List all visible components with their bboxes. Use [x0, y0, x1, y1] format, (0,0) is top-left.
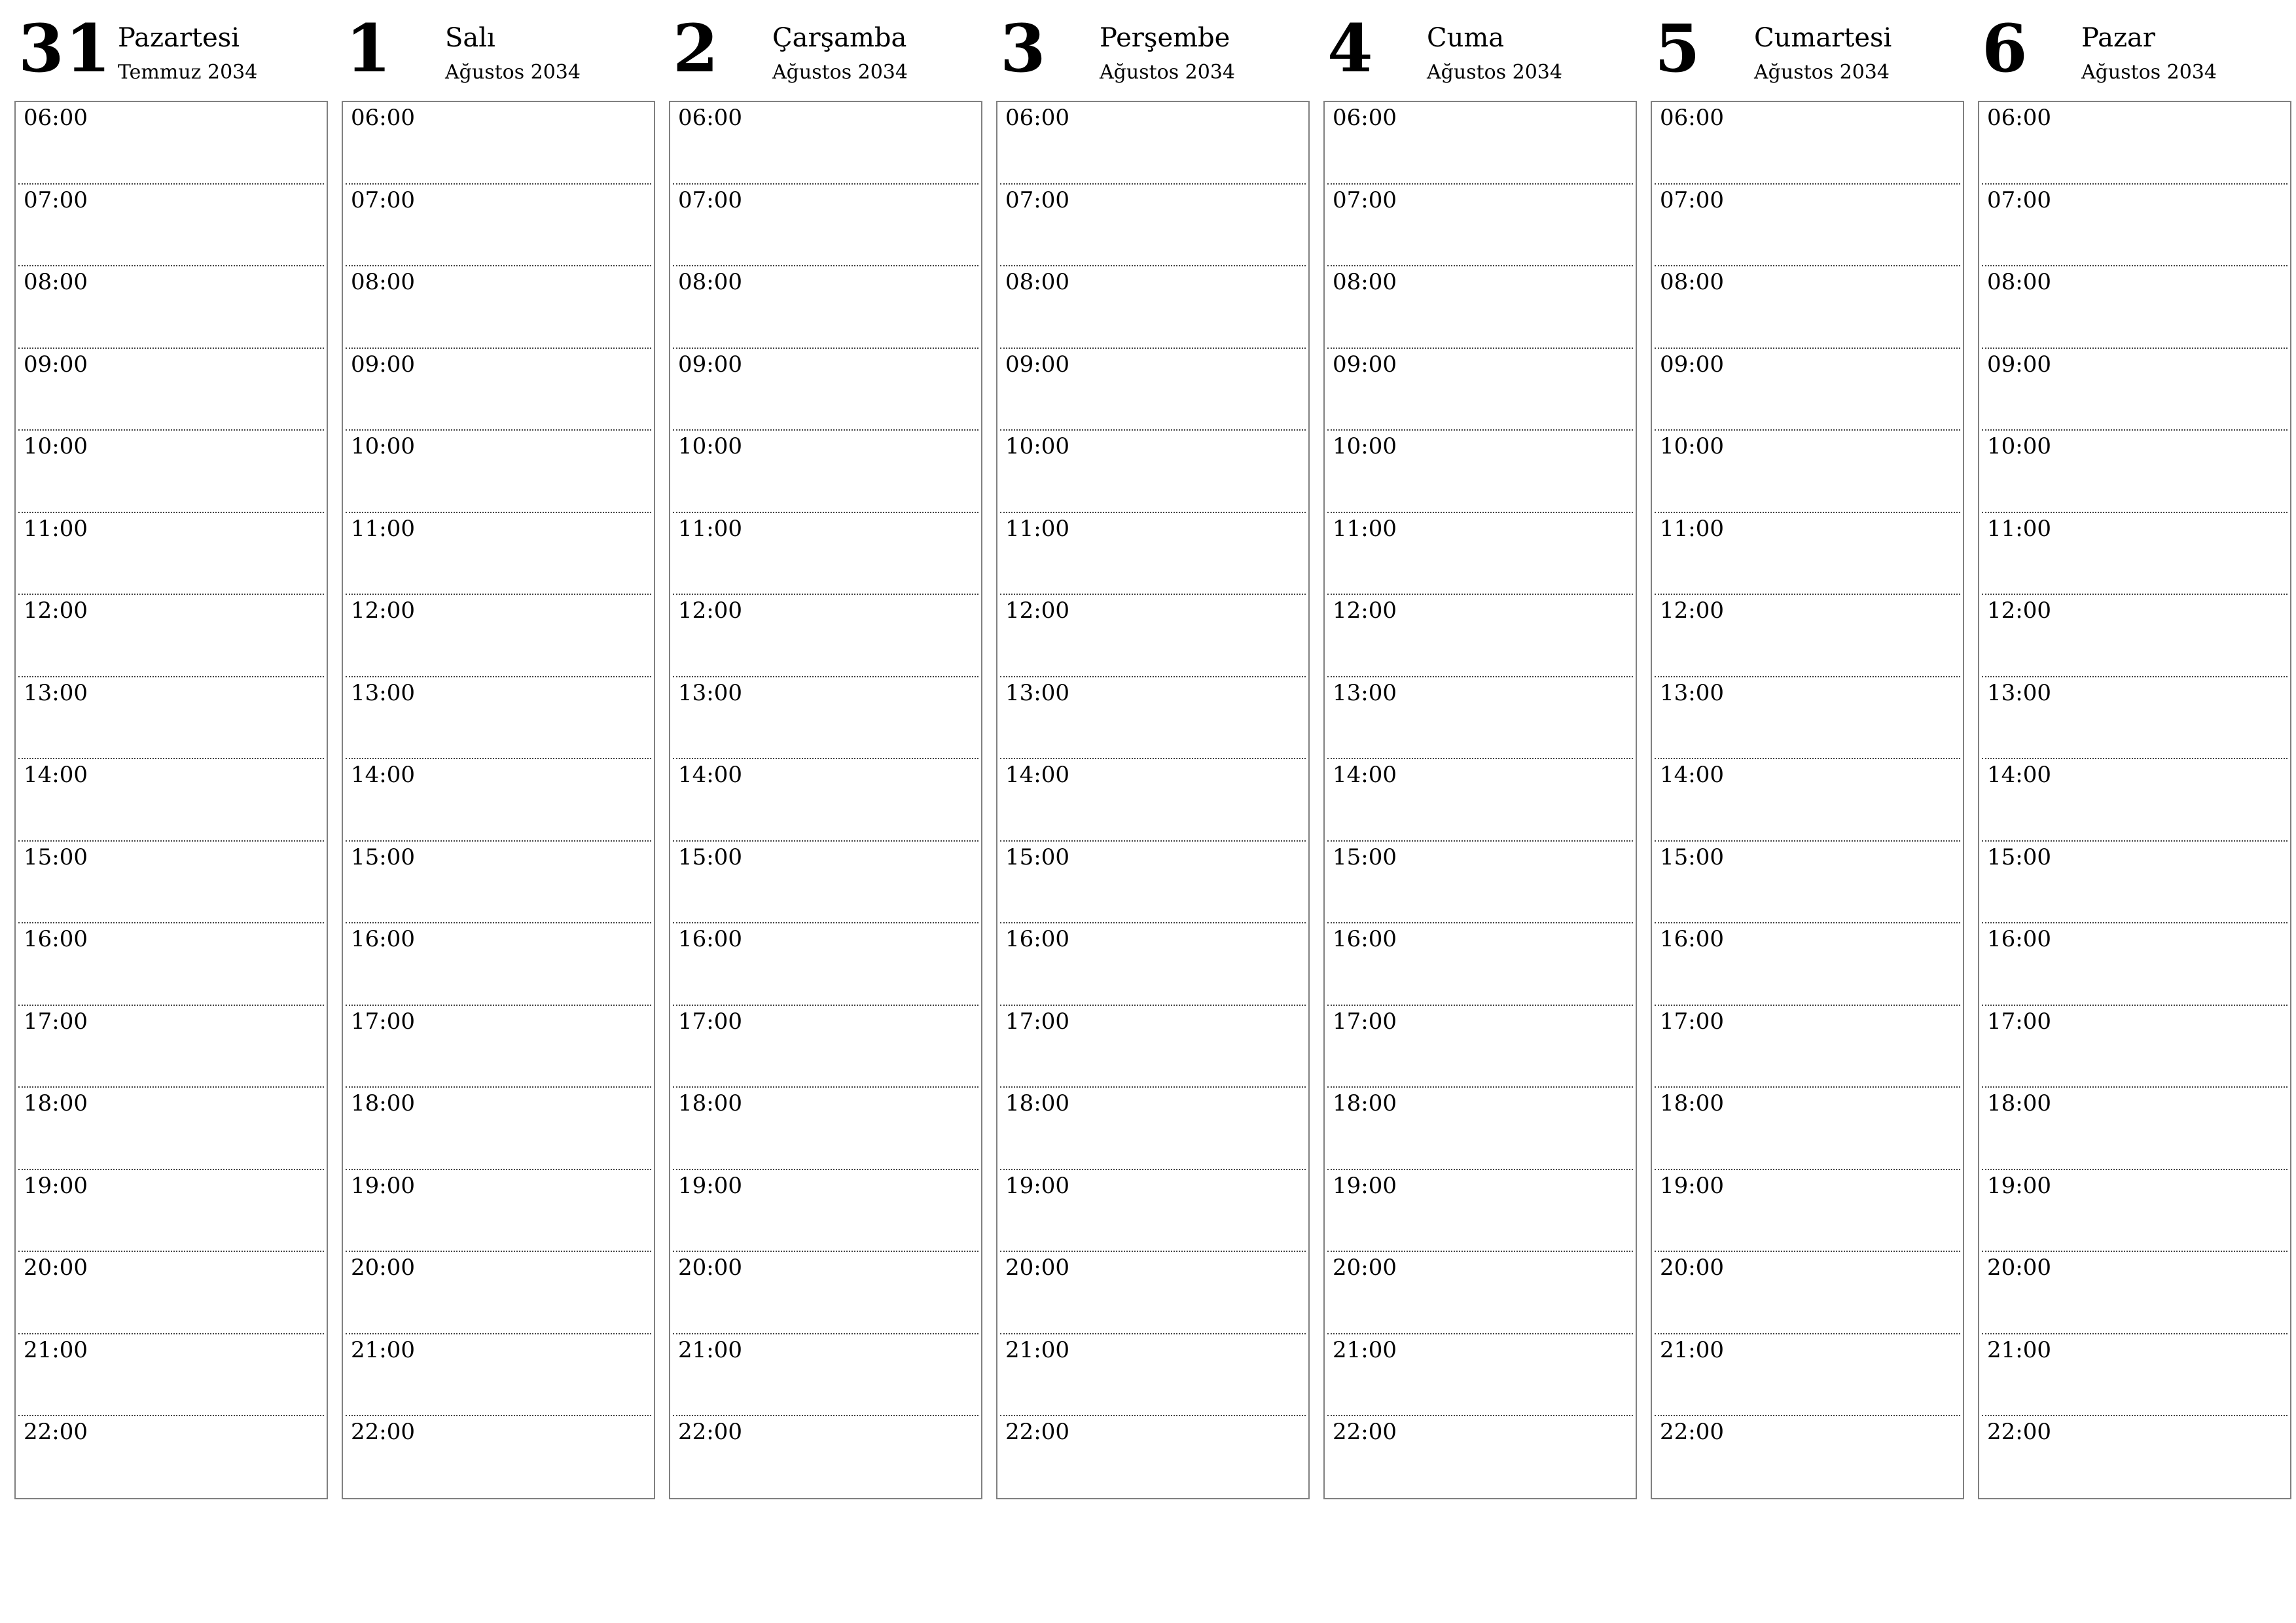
hour-label: 11:00	[1660, 515, 1724, 542]
hour-label: 14:00	[1333, 762, 1397, 788]
hour-slot[interactable]	[18, 1006, 324, 1088]
month-year-label: Ağustos 2034	[2081, 61, 2217, 84]
hour-label: 22:00	[1660, 1419, 1724, 1445]
hour-slot[interactable]	[673, 102, 978, 185]
hour-slot[interactable]	[1000, 1170, 1306, 1253]
hour-slot[interactable]	[673, 1416, 978, 1499]
hour-label: 10:00	[1987, 433, 2051, 459]
hour-slot[interactable]	[346, 266, 651, 349]
hour-slot[interactable]	[1982, 102, 2287, 185]
day-schedule-box	[1651, 101, 1964, 1499]
hour-slot[interactable]	[1327, 1416, 1633, 1499]
hour-label: 16:00	[351, 926, 415, 952]
weekday-name: Salı	[445, 23, 495, 53]
hour-slot[interactable]	[673, 842, 978, 924]
hour-slot[interactable]	[673, 759, 978, 842]
hour-label: 20:00	[1005, 1255, 1069, 1281]
hour-slot[interactable]	[1982, 923, 2287, 1006]
day-column	[342, 0, 655, 1445]
hour-label: 21:00	[1333, 1336, 1397, 1363]
hour-slot[interactable]	[1655, 1416, 1960, 1499]
hour-slot[interactable]	[1655, 1334, 1960, 1417]
hour-label: 13:00	[1987, 679, 2051, 706]
hour-slot[interactable]	[18, 185, 324, 267]
hour-label: 15:00	[351, 844, 415, 870]
hour-label: 08:00	[1333, 269, 1397, 295]
hour-label: 10:00	[351, 433, 415, 459]
day-column	[1651, 0, 1964, 1445]
hour-slot[interactable]	[1982, 1170, 2287, 1253]
hour-label: 17:00	[24, 1008, 88, 1035]
hour-label: 07:00	[1333, 187, 1397, 213]
hour-slot[interactable]	[1655, 1170, 1960, 1253]
hour-label: 15:00	[1660, 844, 1724, 870]
hour-slot[interactable]	[346, 513, 651, 596]
hour-slot[interactable]	[1982, 1006, 2287, 1088]
hour-slot[interactable]	[1327, 923, 1633, 1006]
weekday-name: Pazar	[2081, 23, 2156, 53]
hour-slot[interactable]	[346, 1088, 651, 1170]
hour-slot[interactable]	[18, 1252, 324, 1334]
weekday-name: Perşembe	[1100, 23, 1230, 53]
hour-label: 16:00	[678, 926, 742, 952]
hour-slot[interactable]	[1655, 595, 1960, 677]
hour-slot[interactable]	[18, 349, 324, 431]
hour-slot[interactable]	[1327, 595, 1633, 677]
hour-label: 07:00	[24, 187, 88, 213]
hour-label: 10:00	[1005, 433, 1069, 459]
hour-label: 06:00	[351, 105, 415, 131]
hour-label: 10:00	[678, 433, 742, 459]
hour-label: 19:00	[1660, 1172, 1724, 1199]
hour-label: 21:00	[24, 1336, 88, 1363]
hour-label: 18:00	[1005, 1090, 1069, 1116]
hour-slot[interactable]	[1000, 349, 1306, 431]
hour-label: 06:00	[1660, 105, 1724, 131]
hour-slot[interactable]	[346, 1252, 651, 1334]
hour-slot[interactable]	[1655, 677, 1960, 760]
hour-label: 19:00	[351, 1172, 415, 1199]
hour-slot[interactable]	[673, 513, 978, 596]
hour-slot[interactable]	[346, 185, 651, 267]
hour-slot[interactable]	[1000, 1088, 1306, 1170]
hour-slot[interactable]	[1982, 266, 2287, 349]
hour-slot[interactable]	[1655, 266, 1960, 349]
hour-slot[interactable]	[1000, 513, 1306, 596]
day-number: 2	[673, 10, 720, 87]
hour-slot[interactable]	[673, 266, 978, 349]
hour-label: 16:00	[1005, 926, 1069, 952]
hour-label: 18:00	[1333, 1090, 1397, 1116]
hour-label: 20:00	[1660, 1255, 1724, 1281]
day-column	[996, 0, 1310, 1445]
day-header	[669, 0, 982, 101]
hour-label: 17:00	[678, 1008, 742, 1035]
hour-slot[interactable]	[346, 759, 651, 842]
hour-label: 14:00	[351, 762, 415, 788]
hour-label: 22:00	[1333, 1419, 1397, 1445]
month-year-label: Ağustos 2034	[1427, 61, 1562, 84]
hour-slot[interactable]	[18, 842, 324, 924]
hour-slot[interactable]	[1982, 1416, 2287, 1499]
hour-label: 10:00	[24, 433, 88, 459]
hour-slot[interactable]	[1327, 1088, 1633, 1170]
hour-label: 08:00	[351, 269, 415, 295]
hour-slot[interactable]	[18, 513, 324, 596]
hour-label: 06:00	[24, 105, 88, 131]
hour-slot[interactable]	[18, 923, 324, 1006]
hour-label: 21:00	[1005, 1336, 1069, 1363]
hour-label: 19:00	[1333, 1172, 1397, 1199]
hour-slot[interactable]	[1982, 1252, 2287, 1334]
day-number: 1	[346, 10, 393, 87]
hour-slot[interactable]	[1982, 431, 2287, 513]
hour-label: 20:00	[678, 1255, 742, 1281]
hour-label: 22:00	[24, 1419, 88, 1445]
hour-label: 22:00	[678, 1419, 742, 1445]
hour-label: 09:00	[1005, 351, 1069, 378]
hour-label: 13:00	[678, 679, 742, 706]
hour-label: 08:00	[1005, 269, 1069, 295]
hour-slot[interactable]	[1327, 1334, 1633, 1417]
day-column	[14, 0, 328, 1445]
day-schedule-box	[1323, 101, 1637, 1499]
hour-label: 13:00	[24, 679, 88, 706]
hour-slot[interactable]	[18, 1416, 324, 1499]
hour-slot[interactable]	[1982, 595, 2287, 677]
day-header	[1651, 0, 1964, 101]
hour-label: 08:00	[24, 269, 88, 295]
hour-label: 11:00	[678, 515, 742, 542]
hour-label: 22:00	[1987, 1419, 2051, 1445]
hour-label: 18:00	[24, 1090, 88, 1116]
hour-label: 17:00	[351, 1008, 415, 1035]
day-header	[14, 0, 328, 101]
hour-label: 10:00	[1660, 433, 1724, 459]
hour-slot[interactable]	[1000, 595, 1306, 677]
hour-slot[interactable]	[1327, 513, 1633, 596]
hour-slot[interactable]	[18, 431, 324, 513]
day-number: 6	[1982, 10, 2029, 87]
hour-label: 18:00	[1987, 1090, 2051, 1116]
hour-slot[interactable]	[1982, 759, 2287, 842]
hour-label: 06:00	[1005, 105, 1069, 131]
hour-slot[interactable]	[1982, 1334, 2287, 1417]
day-header	[342, 0, 655, 101]
hour-label: 15:00	[1987, 844, 2051, 870]
day-header	[996, 0, 1310, 101]
hour-slot[interactable]	[1327, 759, 1633, 842]
hour-label: 06:00	[678, 105, 742, 131]
hour-label: 15:00	[24, 844, 88, 870]
day-number: 31	[18, 10, 113, 87]
hour-slot[interactable]	[1655, 431, 1960, 513]
hour-label: 10:00	[1333, 433, 1397, 459]
hour-slot[interactable]	[673, 349, 978, 431]
hour-label: 20:00	[24, 1255, 88, 1281]
hour-slot[interactable]	[346, 1170, 651, 1253]
hour-label: 17:00	[1005, 1008, 1069, 1035]
hour-label: 18:00	[678, 1090, 742, 1116]
hour-slot[interactable]	[346, 595, 651, 677]
hour-label: 12:00	[351, 597, 415, 624]
hour-slot[interactable]	[1000, 759, 1306, 842]
hour-slot[interactable]	[346, 349, 651, 431]
hour-label: 07:00	[351, 187, 415, 213]
hour-label: 09:00	[1333, 351, 1397, 378]
hour-label: 21:00	[1987, 1336, 2051, 1363]
hour-slot[interactable]	[346, 923, 651, 1006]
hour-label: 12:00	[1660, 597, 1724, 624]
hour-slot[interactable]	[1327, 431, 1633, 513]
hour-slot[interactable]	[18, 102, 324, 185]
hour-slot[interactable]	[1982, 842, 2287, 924]
hour-slot[interactable]	[1982, 513, 2287, 596]
hour-slot[interactable]	[1655, 1088, 1960, 1170]
hour-label: 07:00	[1005, 187, 1069, 213]
hour-slot[interactable]	[673, 1334, 978, 1417]
hour-slot[interactable]	[1327, 185, 1633, 267]
hour-slot[interactable]	[1000, 185, 1306, 267]
hour-slot[interactable]	[1655, 513, 1960, 596]
day-column	[669, 0, 982, 1445]
hour-slot[interactable]	[1982, 185, 2287, 267]
hour-label: 13:00	[1660, 679, 1724, 706]
hour-label: 21:00	[1660, 1336, 1724, 1363]
hour-slot[interactable]	[1000, 923, 1306, 1006]
hour-slot[interactable]	[18, 759, 324, 842]
hour-slot[interactable]	[1655, 842, 1960, 924]
hour-slot[interactable]	[1327, 102, 1633, 185]
hour-slot[interactable]	[1000, 842, 1306, 924]
hour-slot[interactable]	[1655, 759, 1960, 842]
hour-slot[interactable]	[673, 595, 978, 677]
hour-slot[interactable]	[673, 1170, 978, 1253]
hour-label: 13:00	[351, 679, 415, 706]
hour-label: 14:00	[1005, 762, 1069, 788]
hour-label: 18:00	[351, 1090, 415, 1116]
hour-label: 07:00	[1987, 187, 2051, 213]
hour-slot[interactable]	[673, 677, 978, 760]
hour-slot[interactable]	[1327, 1006, 1633, 1088]
month-year-label: Ağustos 2034	[445, 61, 581, 84]
hour-label: 14:00	[678, 762, 742, 788]
hour-slot[interactable]	[673, 1006, 978, 1088]
hour-slot[interactable]	[1327, 677, 1633, 760]
hour-label: 12:00	[678, 597, 742, 624]
hour-slot[interactable]	[1655, 185, 1960, 267]
hour-label: 09:00	[24, 351, 88, 378]
hour-slot[interactable]	[1000, 1006, 1306, 1088]
hour-slot[interactable]	[673, 1252, 978, 1334]
hour-label: 09:00	[678, 351, 742, 378]
hour-slot[interactable]	[346, 1416, 651, 1499]
hour-label: 12:00	[1333, 597, 1397, 624]
hour-slot[interactable]	[346, 842, 651, 924]
hour-slot[interactable]	[346, 1334, 651, 1417]
hour-label: 17:00	[1987, 1008, 2051, 1035]
weekday-name: Cumartesi	[1754, 23, 1892, 53]
hour-slot[interactable]	[1000, 677, 1306, 760]
hour-slot[interactable]	[1000, 431, 1306, 513]
hour-label: 15:00	[1333, 844, 1397, 870]
hour-label: 16:00	[1987, 926, 2051, 952]
hour-label: 15:00	[1005, 844, 1069, 870]
hour-label: 20:00	[351, 1255, 415, 1281]
hour-label: 19:00	[24, 1172, 88, 1199]
hour-slot[interactable]	[1655, 102, 1960, 185]
hour-label: 19:00	[678, 1172, 742, 1199]
day-schedule-box	[14, 101, 328, 1499]
hour-label: 15:00	[678, 844, 742, 870]
hour-slot[interactable]	[346, 431, 651, 513]
hour-slot[interactable]	[673, 1088, 978, 1170]
hour-slot[interactable]	[18, 1170, 324, 1253]
hour-slot[interactable]	[346, 102, 651, 185]
hour-slot[interactable]	[673, 923, 978, 1006]
hour-label: 09:00	[1987, 351, 2051, 378]
month-year-label: Temmuz 2034	[118, 61, 258, 84]
day-schedule-box	[996, 101, 1310, 1499]
hour-label: 07:00	[1660, 187, 1724, 213]
hour-label: 21:00	[351, 1336, 415, 1363]
day-column	[1978, 0, 2291, 1445]
hour-slot[interactable]	[1982, 349, 2287, 431]
hour-label: 06:00	[1333, 105, 1397, 131]
hour-label: 18:00	[1660, 1090, 1724, 1116]
hour-label: 19:00	[1005, 1172, 1069, 1199]
day-number: 3	[1000, 10, 1047, 87]
hour-label: 20:00	[1987, 1255, 2051, 1281]
hour-label: 08:00	[1660, 269, 1724, 295]
hour-label: 21:00	[678, 1336, 742, 1363]
hour-label: 08:00	[678, 269, 742, 295]
day-header	[1323, 0, 1637, 101]
hour-label: 16:00	[1660, 926, 1724, 952]
day-number: 4	[1327, 10, 1374, 87]
hour-slot[interactable]	[1000, 266, 1306, 349]
hour-label: 17:00	[1333, 1008, 1397, 1035]
hour-slot[interactable]	[1982, 677, 2287, 760]
hour-slot[interactable]	[1327, 842, 1633, 924]
month-year-label: Ağustos 2034	[772, 61, 908, 84]
day-header	[1978, 0, 2291, 101]
hour-slot[interactable]	[18, 1088, 324, 1170]
hour-label: 13:00	[1333, 679, 1397, 706]
hour-label: 07:00	[678, 187, 742, 213]
day-schedule-box	[342, 101, 655, 1499]
weekday-name: Çarşamba	[772, 23, 907, 53]
hour-label: 11:00	[1333, 515, 1397, 542]
hour-label: 11:00	[351, 515, 415, 542]
hour-label: 09:00	[351, 351, 415, 378]
hour-label: 17:00	[1660, 1008, 1724, 1035]
weekday-name: Pazartesi	[118, 23, 240, 53]
hour-label: 11:00	[1987, 515, 2051, 542]
hour-slot[interactable]	[1655, 923, 1960, 1006]
weekday-name: Cuma	[1427, 23, 1505, 53]
hour-label: 12:00	[1005, 597, 1069, 624]
hour-slot[interactable]	[18, 1334, 324, 1417]
hour-slot[interactable]	[18, 266, 324, 349]
day-column	[1323, 0, 1637, 1445]
hour-label: 11:00	[24, 515, 88, 542]
hour-slot[interactable]	[1327, 1252, 1633, 1334]
hour-slot[interactable]	[1655, 1006, 1960, 1088]
hour-label: 06:00	[1987, 105, 2051, 131]
hour-slot[interactable]	[18, 595, 324, 677]
hour-label: 14:00	[24, 762, 88, 788]
hour-slot[interactable]	[346, 1006, 651, 1088]
hour-slot[interactable]	[1000, 1334, 1306, 1417]
hour-label: 09:00	[1660, 351, 1724, 378]
hour-slot[interactable]	[1327, 266, 1633, 349]
hour-slot[interactable]	[1000, 1252, 1306, 1334]
hour-label: 14:00	[1987, 762, 2051, 788]
hour-slot[interactable]	[1655, 1252, 1960, 1334]
hour-slot[interactable]	[673, 431, 978, 513]
hour-slot[interactable]	[673, 185, 978, 267]
hour-label: 16:00	[1333, 926, 1397, 952]
hour-label: 19:00	[1987, 1172, 2051, 1199]
month-year-label: Ağustos 2034	[1100, 61, 1235, 84]
hour-slot[interactable]	[346, 677, 651, 760]
hour-label: 20:00	[1333, 1255, 1397, 1281]
hour-label: 11:00	[1005, 515, 1069, 542]
month-year-label: Ağustos 2034	[1754, 61, 1890, 84]
hour-slot[interactable]	[1982, 1088, 2287, 1170]
hour-slot[interactable]	[1000, 1416, 1306, 1499]
hour-label: 13:00	[1005, 679, 1069, 706]
hour-slot[interactable]	[1655, 349, 1960, 431]
hour-label: 16:00	[24, 926, 88, 952]
hour-slot[interactable]	[1327, 349, 1633, 431]
hour-label: 22:00	[1005, 1419, 1069, 1445]
hour-label: 08:00	[1987, 269, 2051, 295]
day-number: 5	[1655, 10, 1702, 87]
hour-label: 22:00	[351, 1419, 415, 1445]
hour-slot[interactable]	[1000, 102, 1306, 185]
day-schedule-box	[1978, 101, 2291, 1499]
hour-slot[interactable]	[18, 677, 324, 760]
day-schedule-box	[669, 101, 982, 1499]
hour-label: 12:00	[24, 597, 88, 624]
hour-slot[interactable]	[1327, 1170, 1633, 1253]
hour-label: 12:00	[1987, 597, 2051, 624]
hour-label: 14:00	[1660, 762, 1724, 788]
